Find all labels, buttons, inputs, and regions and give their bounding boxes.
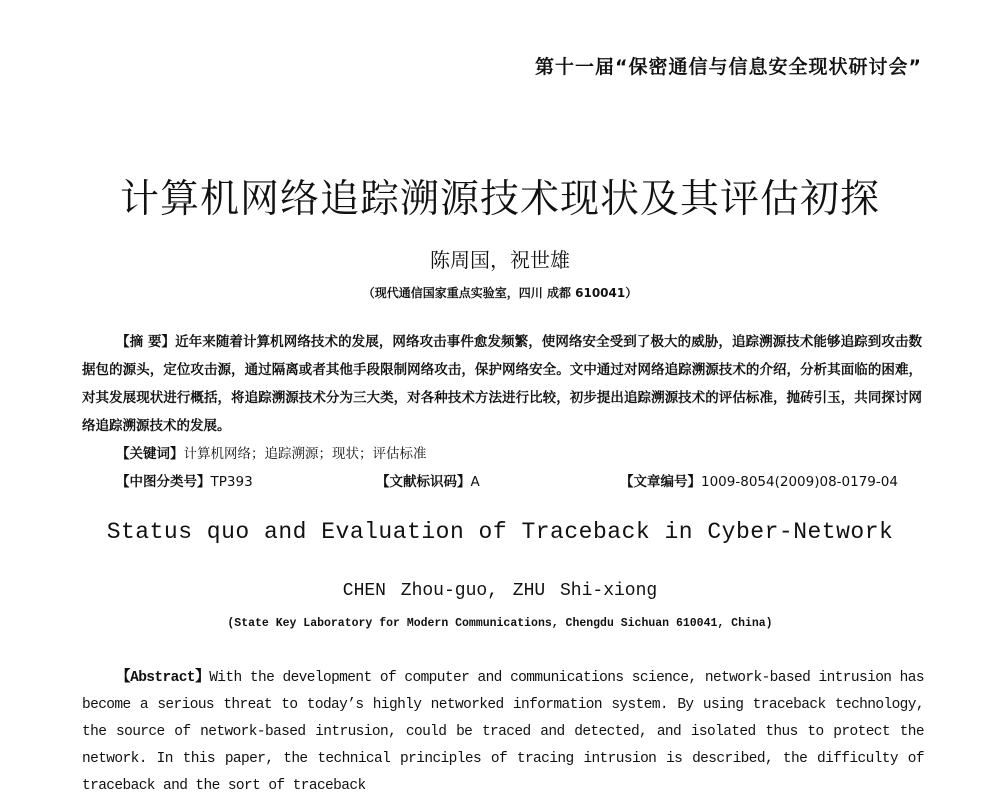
affiliation-chinese: （现代通信国家重点实验室，四川 成都 610041） <box>362 286 638 300</box>
article-no-row <box>620 470 898 490</box>
conference-header: 第十一届“保密通信与信息安全现状研讨会” <box>535 56 922 78</box>
clc-row <box>116 470 253 490</box>
abstract-english-label: 【Abstract】 <box>116 670 210 686</box>
title-chinese: 计算机网络追踪溯源技术现状及其评估初探 <box>119 177 880 222</box>
keywords-label: 【关键词】 <box>116 446 184 462</box>
title-english: Status quo and Evaluation of Traceback in Cyber-Network <box>106 519 894 545</box>
affiliation-english: (State Key Laboratory for Modern Communications, Chengdu Sichuan 610041, China) <box>227 617 773 630</box>
abstract-chinese-text: 近年来随着计算机网络技术的发展，网络攻击事件愈发频繁，使网络安全受到了极大的威胁，追踪溯源技术能够追踪到攻击数据包的源头，定位攻击源，通过隔离或者其他手段限制网络攻击，保护网络安全。文中通过对网络追踪溯源技术的介绍，分析其面临的困难，对其发展现状进行概括，将追踪溯源技术分为三大类，对各种技术方法进行比较，初步提出追踪溯源技术的评估标准，抛砖引玉，共同探讨网络追踪溯源技术的发展。 <box>82 334 922 434</box>
abstract-english <box>82 665 924 800</box>
doc-code-label: 【文献标识码】 <box>376 474 471 490</box>
abstract-english-text: With the development of computer and communications science, network-based intrusion has become a serious threat to today’s highly networked information system. By using traceback technology, the source of network-based intrusion, could be traced and detected, and isolated thus to protect the network. In this paper, the technical principles of tracing intrusion is described, the difficulty of traceback and the sort of traceback <box>82 670 924 794</box>
abstract-chinese <box>82 328 922 440</box>
article-no-value: 1009-8054(2009)08-0179-04 <box>701 474 898 490</box>
article-no-label: 【文章编号】 <box>620 474 701 490</box>
authors-chinese: 陈周国，祝世雄 <box>430 248 570 272</box>
clc-label: 【中图分类号】 <box>116 474 211 490</box>
doc-code-row <box>376 470 480 490</box>
authors-english: CHEN Zhou-guo, ZHU Shi-xiong <box>342 581 658 601</box>
keywords-value: 计算机网络；追踪溯源；现状；评估标准 <box>183 446 427 462</box>
clc-value: TP393 <box>210 474 253 490</box>
keywords-row <box>116 442 427 462</box>
abstract-chinese-label: 【摘 要】 <box>116 334 176 350</box>
doc-code-value: A <box>470 474 480 490</box>
